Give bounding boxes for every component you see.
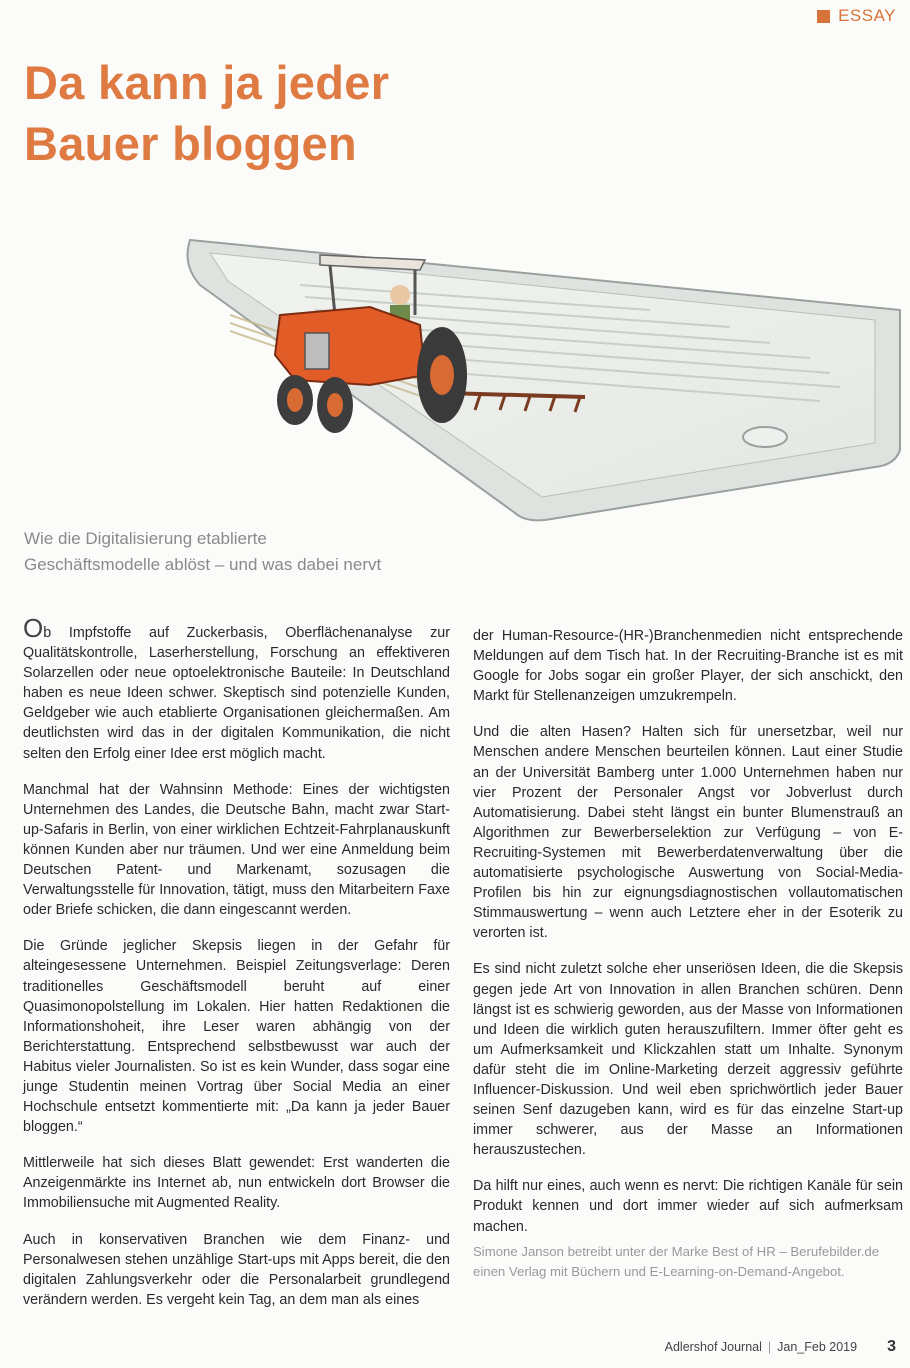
paragraph: Und die alten Hasen? Halten sich für unersetzbar, weil nur Menschen andere Menschen beurteilen können. Laut einer Studie an der Universität Bamberg unter 1.000 Unternehmen haben nur vier Prozent der Personaler Angst vor Jobverlust durch Automatisierung. Dabei steht längst ein bunter Blumenstrauß an Algorithmen zur Bewerberselektion zur Verfügung – von E-Recruiting-Systemen mit Bewerberdatenverwaltung über die automatisierte psychologische Auswertung von Social-Media-Profilen bis hin zur eignungsdiagnostischen vollautomatischen Stimmauswertung – wenn auch Letztere eher in der Esoterik zu verorten ist.: [473, 724, 903, 942]
headline: [24, 52, 544, 174]
page-number: 3: [887, 1338, 896, 1355]
tractor-icon: [275, 307, 425, 385]
paragraph: Die Gründe jeglicher Skepsis liegen in der Gefahr für alteingesessene Unternehmen. Beispiel Zeitungsverlage: Deren traditionelles Geschäftsmodell beruht auf einer Quasimonopolstellung im Lokalen. Hier hatten Redaktionen die Informationshoheit, ihre Leser waren abhängig von der Berichterstattung. Entsprechend selbstbewusst war auch der Habitus vieler Journalisten. So ist es kein Wunder, dass sogar eine junge Studentin meinen Vortrag über Social Media an einer Hochschule entsetzt kommentierte mit: „Da kann ja jeder Bauer bloggen.“: [23, 938, 450, 1136]
issue-date: Jan_Feb 2019: [777, 1340, 858, 1354]
article-column-right: [473, 626, 903, 1253]
author-credit: Simone Janson betreibt unter der Marke Best of HR – Berufebilder.de einen Verlag mit Büchern und E-Learning-on-Demand-Angebot.: [473, 1244, 880, 1279]
footer-separator: |: [767, 1340, 772, 1354]
paragraph: Da hilft nur eines, auch wenn es nervt: Die richtigen Kanäle für sein Produkt kennen und dort immer wieder auf sich aufmerksam machen.: [473, 1178, 903, 1235]
page-footer: [665, 1338, 896, 1356]
drop-cap: O: [23, 613, 44, 643]
paragraph: Auch in konservativen Branchen wie dem Finanz- und Personalwesen stehen unzählige Start-ups mit Apps bereit, die den digitalen Zahlungsverkehr oder die Personalarbeit grundlegend verändern werden. Es vergeht kein Tag, an dem man als eines: [23, 1231, 450, 1308]
paragraph: Mittlerweile hat sich dieses Blatt gewendet: Erst wanderten die Anzeigenmärkte ins Internet ab, nun entwickeln dort Browser die Immobiliensuche mit Augmented Reality.: [23, 1155, 450, 1212]
subtitle-line-1: Wie die Digitalisierung etablierte: [24, 529, 267, 548]
headline-line-2: Bauer bloggen: [24, 117, 357, 170]
paragraph: der Human-Resource-(HR-)Branchenmedien nicht entsprechende Meldungen auf dem Tisch hat. In der Recruiting-Branche ist es mit Google for Jobs sogar ein großer Player, der sich anschickt, den Markt für Stellenanzeigen umzukrempeln.: [473, 628, 903, 705]
journal-name: Adlershof Journal: [664, 1340, 762, 1354]
paragraph: Es sind nicht zuletzt solche eher unseriösen Ideen, die die Skepsis gegen jede Art von Innovation in allen Branchen schüren. Denn längst ist es schwierig geworden, aus der Masse von Informationen und Ideen die wirklich guten herauszufiltern. Immer öfter geht es um Aufmerksamkeit und Klickzahlen statt um Inhalte. Synonym dafür steht die im Online-Marketing derzeit aggressiv geführte Influencer-Diskussion. Und weil eben sprichwörtlich jeder Bauer seinen Senf dazugeben kann, wird es für das einzelne Start-up immer schwerer, aus der Masse an Informationen herauszustechen.: [473, 961, 903, 1159]
article-column-left: [23, 613, 450, 1326]
tablet-home-button-icon: [743, 427, 787, 447]
subtitle: [24, 527, 464, 579]
headline-line-1: Da kann ja jeder: [24, 56, 390, 109]
subtitle-line-2: Geschäftsmodelle ablöst – und was dabei nervt: [24, 555, 382, 574]
section-tag: [817, 6, 896, 26]
paragraph: Manchmal hat der Wahnsinn Methode: Eines der wichtigsten Unternehmen des Landes, die Deutsche Bahn, macht zwar Start-up-Safaris in Berlin, von einer wirklichen Echtzeit-Fahrplanauskunft können Kunden aber nur träumen. Und wer eine Anmeldung beim Deutschen Patent- und Markenamt, sozusagen die Verwaltungsstelle für Innovation, tätigt, muss den Mitarbeitern Faxe oder Briefe schicken, die dann eingescannt werden.: [23, 781, 450, 919]
section-square-icon: [817, 10, 830, 23]
paragraph: Ob Impfstoffe auf Zuckerbasis, Oberflächenanalyse zur Qualitätskontrolle, Laserherstellung, Forschung an effektiveren Solarzellen oder neue optoelektronische Bauteile: In Deutschland haben es neue Ideen schwer. Skeptisch sind potenzielle Kunden, Geldgeber wie auch etablierte Organisationen gleichermaßen. Am deutlichsten wird das in der digitalen Kommunikation, die nicht selten den Erfolg einer Idee erst möglich macht.: [23, 613, 450, 762]
tractor-on-tablet-illustration: [170, 215, 905, 545]
section-label: ESSAY: [838, 6, 896, 25]
